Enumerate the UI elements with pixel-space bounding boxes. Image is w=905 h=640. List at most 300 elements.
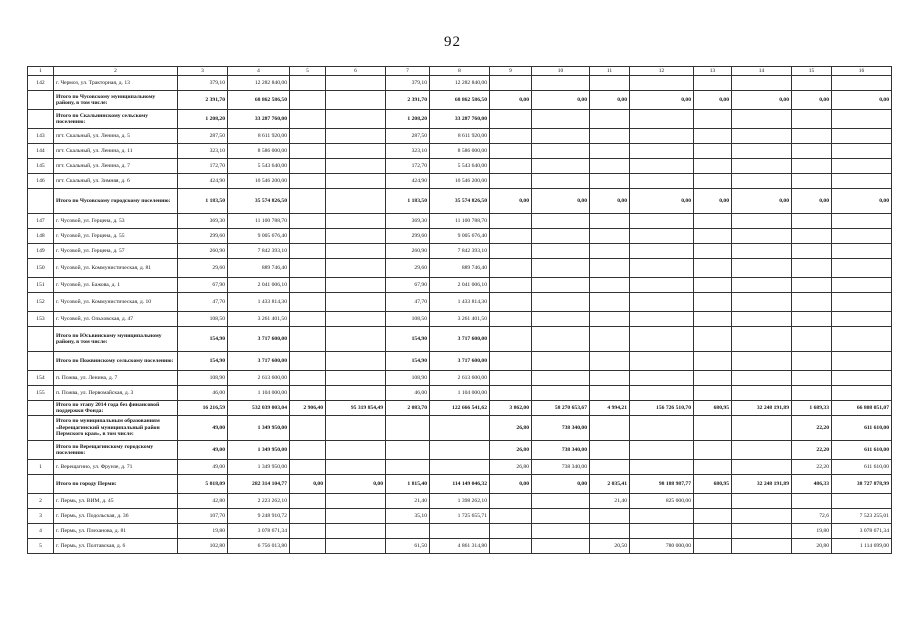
value-cell-col-10: [532, 386, 590, 401]
value-cell-col-4: 68 862 586,50: [228, 91, 290, 110]
column-number: 16: [832, 67, 892, 76]
value-cell-col-16: [832, 129, 892, 144]
value-cell-col-7: [386, 416, 430, 441]
value-cell-col-5: [290, 460, 326, 475]
value-cell-col-10: [532, 259, 590, 278]
value-cell-col-10: 0,00: [532, 91, 590, 110]
value-cell-col-4: 3 261 401,50: [228, 312, 290, 327]
value-cell-col-11: [590, 278, 630, 293]
value-cell-col-10: [532, 214, 590, 229]
value-cell-col-12: [630, 259, 694, 278]
value-cell-col-11: [590, 129, 630, 144]
value-cell-col-3: 369,30: [178, 214, 228, 229]
value-cell-col-6: [326, 293, 386, 312]
value-cell-col-10: 738 340,00: [532, 416, 590, 441]
value-cell-col-4: 5 543 640,00: [228, 159, 290, 174]
value-cell-col-5: [290, 416, 326, 441]
value-cell-col-14: [732, 494, 792, 509]
value-cell-col-13: [694, 229, 732, 244]
value-cell-col-7: 1 208,20: [386, 110, 430, 129]
value-cell-col-14: [732, 174, 792, 189]
row-number-cell: [28, 91, 54, 110]
value-cell-col-9: 0,00: [490, 189, 532, 214]
row-number-cell: [28, 189, 54, 214]
address-cell: пгт. Скальный, ул. Зимняя, д. 6: [54, 174, 178, 189]
value-cell-col-7: 172,70: [386, 159, 430, 174]
value-cell-col-15: [792, 352, 832, 371]
row-number-cell: 5: [28, 539, 54, 554]
value-cell-col-8: [430, 416, 490, 441]
row-number-cell: 151: [28, 278, 54, 293]
value-cell-col-12: [630, 144, 694, 159]
value-cell-col-3: 1 208,20: [178, 110, 228, 129]
value-cell-col-14: [732, 386, 792, 401]
value-cell-col-9: 0,00: [490, 91, 532, 110]
value-cell-col-4: 11 100 788,70: [228, 214, 290, 229]
value-cell-col-8: 33 287 760,00: [430, 110, 490, 129]
value-cell-col-14: [732, 312, 792, 327]
value-cell-col-6: [326, 174, 386, 189]
value-cell-col-4: 6 756 013,80: [228, 539, 290, 554]
value-cell-col-11: 20,50: [590, 539, 630, 554]
value-cell-col-14: [732, 327, 792, 352]
value-cell-col-3: 16 216,59: [178, 401, 228, 416]
value-cell-col-12: [630, 460, 694, 475]
value-cell-col-16: 1 114 699,00: [832, 539, 892, 554]
value-cell-col-14: [732, 244, 792, 259]
value-cell-col-8: 68 862 586,50: [430, 91, 490, 110]
value-cell-col-8: 35 574 826,50: [430, 189, 490, 214]
table-row: [28, 524, 892, 539]
value-cell-col-11: [590, 327, 630, 352]
column-number: 11: [590, 67, 630, 76]
table-row: [28, 539, 892, 554]
value-cell-col-12: [630, 327, 694, 352]
value-cell-col-12: 98 188 987,77: [630, 475, 694, 494]
value-cell-col-6: [326, 278, 386, 293]
address-cell: п. Пожва, ул. Ленина, д. 7: [54, 371, 178, 386]
address-cell: пгт. Скальный, ул. Ленина, д. 5: [54, 129, 178, 144]
value-cell-col-15: [792, 259, 832, 278]
value-cell-col-16: 38 727 878,99: [832, 475, 892, 494]
value-cell-col-14: [732, 371, 792, 386]
value-cell-col-14: 32 248 191,89: [732, 401, 792, 416]
value-cell-col-3: 5 018,09: [178, 475, 228, 494]
value-cell-col-13: [694, 110, 732, 129]
value-cell-col-14: 0,00: [732, 91, 792, 110]
subtotal-label-cell: Итого по городу Перми:: [54, 475, 178, 494]
value-cell-col-4: 2 041 006,10: [228, 278, 290, 293]
value-cell-col-8: 114 149 046,32: [430, 475, 490, 494]
value-cell-col-4: 282 314 104,77: [228, 475, 290, 494]
value-cell-col-4: 1 104 000,00: [228, 386, 290, 401]
value-cell-col-10: 738 340,00: [532, 460, 590, 475]
value-cell-col-7: 424,90: [386, 174, 430, 189]
row-number-cell: [28, 352, 54, 371]
value-cell-col-16: 0,00: [832, 91, 892, 110]
value-cell-col-16: [832, 174, 892, 189]
column-number: 12: [630, 67, 694, 76]
value-cell-col-4: 35 574 826,50: [228, 189, 290, 214]
value-cell-col-6: [326, 214, 386, 229]
value-cell-col-11: [590, 371, 630, 386]
value-cell-col-15: [792, 229, 832, 244]
table-row: [28, 509, 892, 524]
value-cell-col-12: [630, 174, 694, 189]
value-cell-col-15: [792, 494, 832, 509]
value-cell-col-9: [490, 352, 532, 371]
value-cell-col-9: [490, 174, 532, 189]
value-cell-col-3: 67,90: [178, 278, 228, 293]
table-row: [28, 244, 892, 259]
value-cell-col-9: [490, 327, 532, 352]
value-cell-col-8: 122 666 541,62: [430, 401, 490, 416]
value-cell-col-6: [326, 352, 386, 371]
value-cell-col-13: [694, 129, 732, 144]
value-cell-col-6: [326, 229, 386, 244]
value-cell-col-12: [630, 352, 694, 371]
table-row: [28, 386, 892, 401]
housing-register-table: [27, 66, 892, 554]
value-cell-col-11: 21,40: [590, 494, 630, 509]
address-cell: г. Чусовой, ул. Бажова, д. 1: [54, 278, 178, 293]
value-cell-col-9: [490, 386, 532, 401]
value-cell-col-13: [694, 259, 732, 278]
value-cell-col-3: 108,90: [178, 371, 228, 386]
value-cell-col-15: [792, 129, 832, 144]
value-cell-col-13: [694, 312, 732, 327]
value-cell-col-12: [630, 509, 694, 524]
value-cell-col-13: [694, 386, 732, 401]
row-number-cell: [28, 110, 54, 129]
value-cell-col-16: [832, 144, 892, 159]
value-cell-col-9: [490, 371, 532, 386]
value-cell-col-6: [326, 386, 386, 401]
value-cell-col-7: 1 815,40: [386, 475, 430, 494]
value-cell-col-6: [326, 244, 386, 259]
address-cell: г. Верещагино, ул. Фрунзе, д. 71: [54, 460, 178, 475]
value-cell-col-5: [290, 327, 326, 352]
value-cell-col-3: 46,00: [178, 386, 228, 401]
value-cell-col-15: 0,00: [792, 189, 832, 214]
value-cell-col-15: [792, 110, 832, 129]
value-cell-col-5: [290, 259, 326, 278]
value-cell-col-9: [490, 129, 532, 144]
row-number-cell: [28, 416, 54, 441]
value-cell-col-15: [792, 278, 832, 293]
value-cell-col-7: 154,90: [386, 327, 430, 352]
value-cell-col-11: [590, 416, 630, 441]
value-cell-col-10: [532, 293, 590, 312]
value-cell-col-15: [792, 327, 832, 352]
value-cell-col-3: 49,00: [178, 460, 228, 475]
value-cell-col-7: 287,50: [386, 129, 430, 144]
value-cell-col-13: [694, 76, 732, 91]
value-cell-col-16: [832, 278, 892, 293]
value-cell-col-12: [630, 76, 694, 91]
value-cell-col-16: 66 808 051,07: [832, 401, 892, 416]
value-cell-col-3: 299,60: [178, 229, 228, 244]
value-cell-col-11: [590, 144, 630, 159]
value-cell-col-4: 10 546 200,00: [228, 174, 290, 189]
address-cell: г. Чусовой, ул. Ольховская, д. 47: [54, 312, 178, 327]
value-cell-col-12: 780 000,00: [630, 539, 694, 554]
row-number-cell: 145: [28, 159, 54, 174]
value-cell-col-14: [732, 441, 792, 460]
value-cell-col-16: [832, 312, 892, 327]
value-cell-col-13: [694, 244, 732, 259]
value-cell-col-7: 1 183,50: [386, 189, 430, 214]
row-number-cell: 148: [28, 229, 54, 244]
value-cell-col-9: [490, 214, 532, 229]
value-cell-col-7: 2 391,70: [386, 91, 430, 110]
value-cell-col-14: [732, 159, 792, 174]
address-cell: г. Чусовой, ул. Герцена, д. 55: [54, 229, 178, 244]
value-cell-col-4: 8 611 920,00: [228, 129, 290, 144]
subtotal-row: [28, 110, 892, 129]
value-cell-col-12: [630, 524, 694, 539]
value-cell-col-6: [326, 494, 386, 509]
value-cell-col-16: [832, 386, 892, 401]
value-cell-col-14: [732, 524, 792, 539]
value-cell-col-5: 0,00: [290, 475, 326, 494]
value-cell-col-11: [590, 259, 630, 278]
row-number-cell: 4: [28, 524, 54, 539]
value-cell-col-12: [630, 278, 694, 293]
table-row: [28, 229, 892, 244]
row-number-cell: 150: [28, 259, 54, 278]
value-cell-col-11: [590, 460, 630, 475]
row-number-cell: 147: [28, 214, 54, 229]
value-cell-col-6: 95 319 854,49: [326, 401, 386, 416]
value-cell-col-13: [694, 174, 732, 189]
value-cell-col-11: 4 994,21: [590, 401, 630, 416]
value-cell-col-12: 0,00: [630, 91, 694, 110]
value-cell-col-10: [532, 229, 590, 244]
value-cell-col-15: 22,20: [792, 441, 832, 460]
value-cell-col-3: 172,70: [178, 159, 228, 174]
value-cell-col-5: [290, 494, 326, 509]
value-cell-col-4: 33 287 760,00: [228, 110, 290, 129]
value-cell-col-4: 2 613 600,00: [228, 371, 290, 386]
address-cell: пгт. Скальный, ул. Ленина, д. 11: [54, 144, 178, 159]
row-number-cell: [28, 327, 54, 352]
table-row: [28, 312, 892, 327]
value-cell-col-16: [832, 259, 892, 278]
value-cell-col-6: 0,00: [326, 475, 386, 494]
value-cell-col-15: [792, 371, 832, 386]
subtotal-row: [28, 416, 892, 441]
value-cell-col-6: [326, 441, 386, 460]
value-cell-col-10: [532, 327, 590, 352]
subtotal-row: [28, 441, 892, 460]
value-cell-col-5: [290, 278, 326, 293]
value-cell-col-13: [694, 494, 732, 509]
column-number: 8: [430, 67, 490, 76]
value-cell-col-4: 9 248 910,72: [228, 509, 290, 524]
value-cell-col-16: 611 610,00: [832, 416, 892, 441]
value-cell-col-4: 8 586 000,00: [228, 144, 290, 159]
value-cell-col-15: 486,33: [792, 475, 832, 494]
value-cell-col-10: [532, 278, 590, 293]
value-cell-col-13: [694, 524, 732, 539]
column-number: 4: [228, 67, 290, 76]
value-cell-col-12: [630, 371, 694, 386]
value-cell-col-15: [792, 159, 832, 174]
value-cell-col-6: [326, 129, 386, 144]
table-row: [28, 214, 892, 229]
value-cell-col-11: [590, 509, 630, 524]
value-cell-col-5: [290, 189, 326, 214]
value-cell-col-8: 1 398 262,10: [430, 494, 490, 509]
value-cell-col-6: [326, 327, 386, 352]
value-cell-col-3: 379,10: [178, 76, 228, 91]
value-cell-col-3: 2 391,70: [178, 91, 228, 110]
subtotal-label-cell: Итого по Чусовскому муниципальному району, в том числе:: [54, 91, 178, 110]
value-cell-col-14: [732, 76, 792, 91]
table-row: [28, 293, 892, 312]
value-cell-col-14: [732, 110, 792, 129]
subtotal-label-cell: Итого по Верещагинскому городскому поселению:: [54, 441, 178, 460]
table-row: [28, 460, 892, 475]
value-cell-col-6: [326, 416, 386, 441]
value-cell-col-14: [732, 214, 792, 229]
value-cell-col-15: 72,6: [792, 509, 832, 524]
value-cell-col-10: 738 340,00: [532, 441, 590, 460]
value-cell-col-10: [532, 312, 590, 327]
address-cell: п. Пожва, ул. Первомайская, д. 3: [54, 386, 178, 401]
value-cell-col-8: 1 104 000,00: [430, 386, 490, 401]
value-cell-col-16: 611 610,00: [832, 460, 892, 475]
value-cell-col-5: [290, 312, 326, 327]
column-number-row: [28, 67, 892, 76]
value-cell-col-12: [630, 244, 694, 259]
column-number: 2: [54, 67, 178, 76]
value-cell-col-9: [490, 259, 532, 278]
value-cell-col-4: 3 717 600,00: [228, 327, 290, 352]
value-cell-col-4: 1 349 950,00: [228, 441, 290, 460]
value-cell-col-7: [386, 460, 430, 475]
row-number-cell: [28, 475, 54, 494]
value-cell-col-9: 26,80: [490, 460, 532, 475]
value-cell-col-8: [430, 460, 490, 475]
value-cell-col-11: [590, 312, 630, 327]
value-cell-col-16: [832, 229, 892, 244]
value-cell-col-12: [630, 312, 694, 327]
subtotal-label-cell: Итого по Чусовскому городскому поселению:: [54, 189, 178, 214]
value-cell-col-5: [290, 129, 326, 144]
table-row: [28, 371, 892, 386]
value-cell-col-6: [326, 539, 386, 554]
value-cell-col-5: [290, 539, 326, 554]
value-cell-col-16: [832, 494, 892, 509]
value-cell-col-16: 7 523 255,01: [832, 509, 892, 524]
value-cell-col-14: [732, 129, 792, 144]
value-cell-col-16: [832, 293, 892, 312]
value-cell-col-3: 154,90: [178, 352, 228, 371]
value-cell-col-15: 1 689,33: [792, 401, 832, 416]
value-cell-col-11: [590, 214, 630, 229]
value-cell-col-11: 0,00: [590, 189, 630, 214]
value-cell-col-15: 19,80: [792, 524, 832, 539]
address-cell: г. Пермь, ул. Плеханова, д. 81: [54, 524, 178, 539]
value-cell-col-9: [490, 110, 532, 129]
value-cell-col-4: 1 433 814,30: [228, 293, 290, 312]
column-number: 3: [178, 67, 228, 76]
value-cell-col-7: 299,60: [386, 229, 430, 244]
address-cell: г. Чусовой, ул. Коммунистическая, д. 81: [54, 259, 178, 278]
value-cell-col-10: [532, 494, 590, 509]
value-cell-col-9: [490, 244, 532, 259]
value-cell-col-10: [532, 110, 590, 129]
value-cell-col-13: [694, 460, 732, 475]
value-cell-col-9: [490, 524, 532, 539]
column-number: 7: [386, 67, 430, 76]
value-cell-col-15: [792, 244, 832, 259]
address-cell: г. Пермь, ул. ВИМ, д. 45: [54, 494, 178, 509]
value-cell-col-13: [694, 371, 732, 386]
value-cell-col-3: 29,60: [178, 259, 228, 278]
value-cell-col-5: [290, 441, 326, 460]
value-cell-col-3: 108,50: [178, 312, 228, 327]
value-cell-col-15: [792, 76, 832, 91]
value-cell-col-9: 3 862,00: [490, 401, 532, 416]
value-cell-col-8: 1 725 655,71: [430, 509, 490, 524]
value-cell-col-15: [792, 144, 832, 159]
value-cell-col-10: [532, 174, 590, 189]
value-cell-col-9: 26,80: [490, 441, 532, 460]
value-cell-col-12: [630, 441, 694, 460]
value-cell-col-15: [792, 386, 832, 401]
value-cell-col-5: [290, 144, 326, 159]
column-number: 5: [290, 67, 326, 76]
address-cell: г. Чусовой, ул. Герцена, д. 53: [54, 214, 178, 229]
value-cell-col-3: 287,50: [178, 129, 228, 144]
value-cell-col-10: [532, 76, 590, 91]
value-cell-col-7: 67,90: [386, 278, 430, 293]
value-cell-col-14: [732, 460, 792, 475]
value-cell-col-12: [630, 386, 694, 401]
value-cell-col-11: [590, 244, 630, 259]
row-number-cell: [28, 401, 54, 416]
value-cell-col-4: 2 223 262,10: [228, 494, 290, 509]
address-cell: г. Чусовой, ул. Герцена, д. 57: [54, 244, 178, 259]
subtotal-row: [28, 91, 892, 110]
value-cell-col-11: [590, 174, 630, 189]
value-cell-col-4: 7 842 393,10: [228, 244, 290, 259]
value-cell-col-7: 379,10: [386, 76, 430, 91]
address-cell: г. Пермь, ул. Подольская, д. 36: [54, 509, 178, 524]
value-cell-col-11: [590, 110, 630, 129]
table-row: [28, 129, 892, 144]
value-cell-col-9: [490, 76, 532, 91]
value-cell-col-13: [694, 293, 732, 312]
value-cell-col-8: 10 546 200,00: [430, 174, 490, 189]
value-cell-col-8: 12 282 840,00: [430, 76, 490, 91]
value-cell-col-9: [490, 509, 532, 524]
value-cell-col-11: [590, 524, 630, 539]
value-cell-col-10: [532, 352, 590, 371]
table-row: [28, 159, 892, 174]
value-cell-col-14: 32 248 191,89: [732, 475, 792, 494]
value-cell-col-13: [694, 539, 732, 554]
table-row: [28, 76, 892, 91]
row-number-cell: 143: [28, 129, 54, 144]
value-cell-col-16: [832, 214, 892, 229]
value-cell-col-14: [732, 352, 792, 371]
value-cell-col-7: 323,10: [386, 144, 430, 159]
value-cell-col-12: [630, 214, 694, 229]
